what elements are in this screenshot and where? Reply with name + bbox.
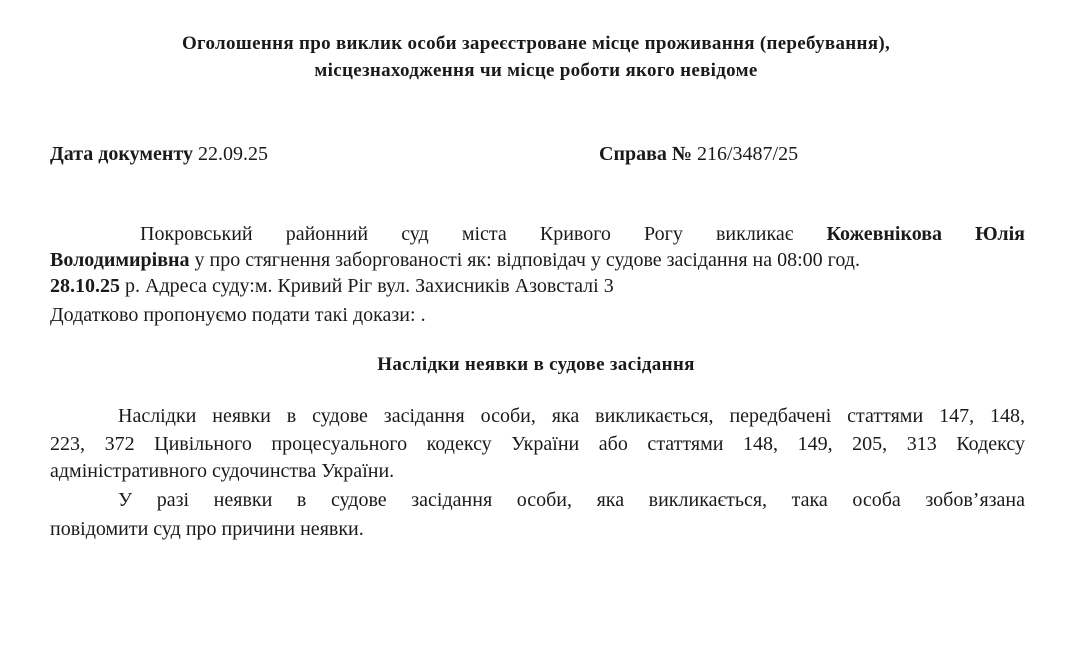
consequences-p1-line1: Наслідки неявки в судове засідання особи, яка викликається, передбачені статтями 147, 148, <box>118 405 1025 427</box>
summons-hearing-text: у про стягнення заборгованості як: відповідач у судове засідання на 08:00 год. <box>189 249 860 271</box>
person-name-part2: Володимирівна <box>50 249 190 271</box>
person-name-part1: Кожевнікова Юлія <box>826 223 1025 245</box>
document-title-line2: місцезнаходження чи місце роботи якого невідоме <box>314 60 758 81</box>
document-date <box>50 141 268 167</box>
document-title-line1: Оголошення про виклик особи зареєстроване місце проживання (перебування), <box>181 33 891 54</box>
summons-line-3 <box>50 273 1025 299</box>
case-number <box>599 141 798 167</box>
date-value: 22.09.25 <box>198 143 268 165</box>
court-address: р. Адреса суду:м. Кривий Ріг вул. Захисників Азовсталі 3 <box>120 275 614 297</box>
date-label: Дата документу <box>50 143 193 165</box>
consequences-p1-line3: адміністративного судочинства України. <box>50 460 395 482</box>
case-label: Справа № <box>599 143 692 165</box>
summons-line-2 <box>50 247 1025 273</box>
consequences-heading: Наслідки неявки в судове засідання <box>377 354 695 375</box>
summons-line-1 <box>50 221 1025 247</box>
consequences-p1-line2: 223, 372 Цивільного процесуального кодексу України або статтями 148, 149, 205, 313 Кодексу <box>50 433 1025 455</box>
consequences-p2-line2: повідомити суд про причини неявки. <box>50 518 364 540</box>
summons-line-4: Додатково пропонуємо подати такі докази: . <box>50 304 426 326</box>
consequences-p2-line1: У разі неявки в судове засідання особи, яка викликається, така особа зобов’язана <box>118 489 1025 511</box>
summons-court-text: Покровський районний суд міста Кривого Рогу викликає <box>140 223 827 245</box>
hearing-date: 28.10.25 <box>50 275 120 297</box>
case-value: 216/3487/25 <box>697 143 799 165</box>
